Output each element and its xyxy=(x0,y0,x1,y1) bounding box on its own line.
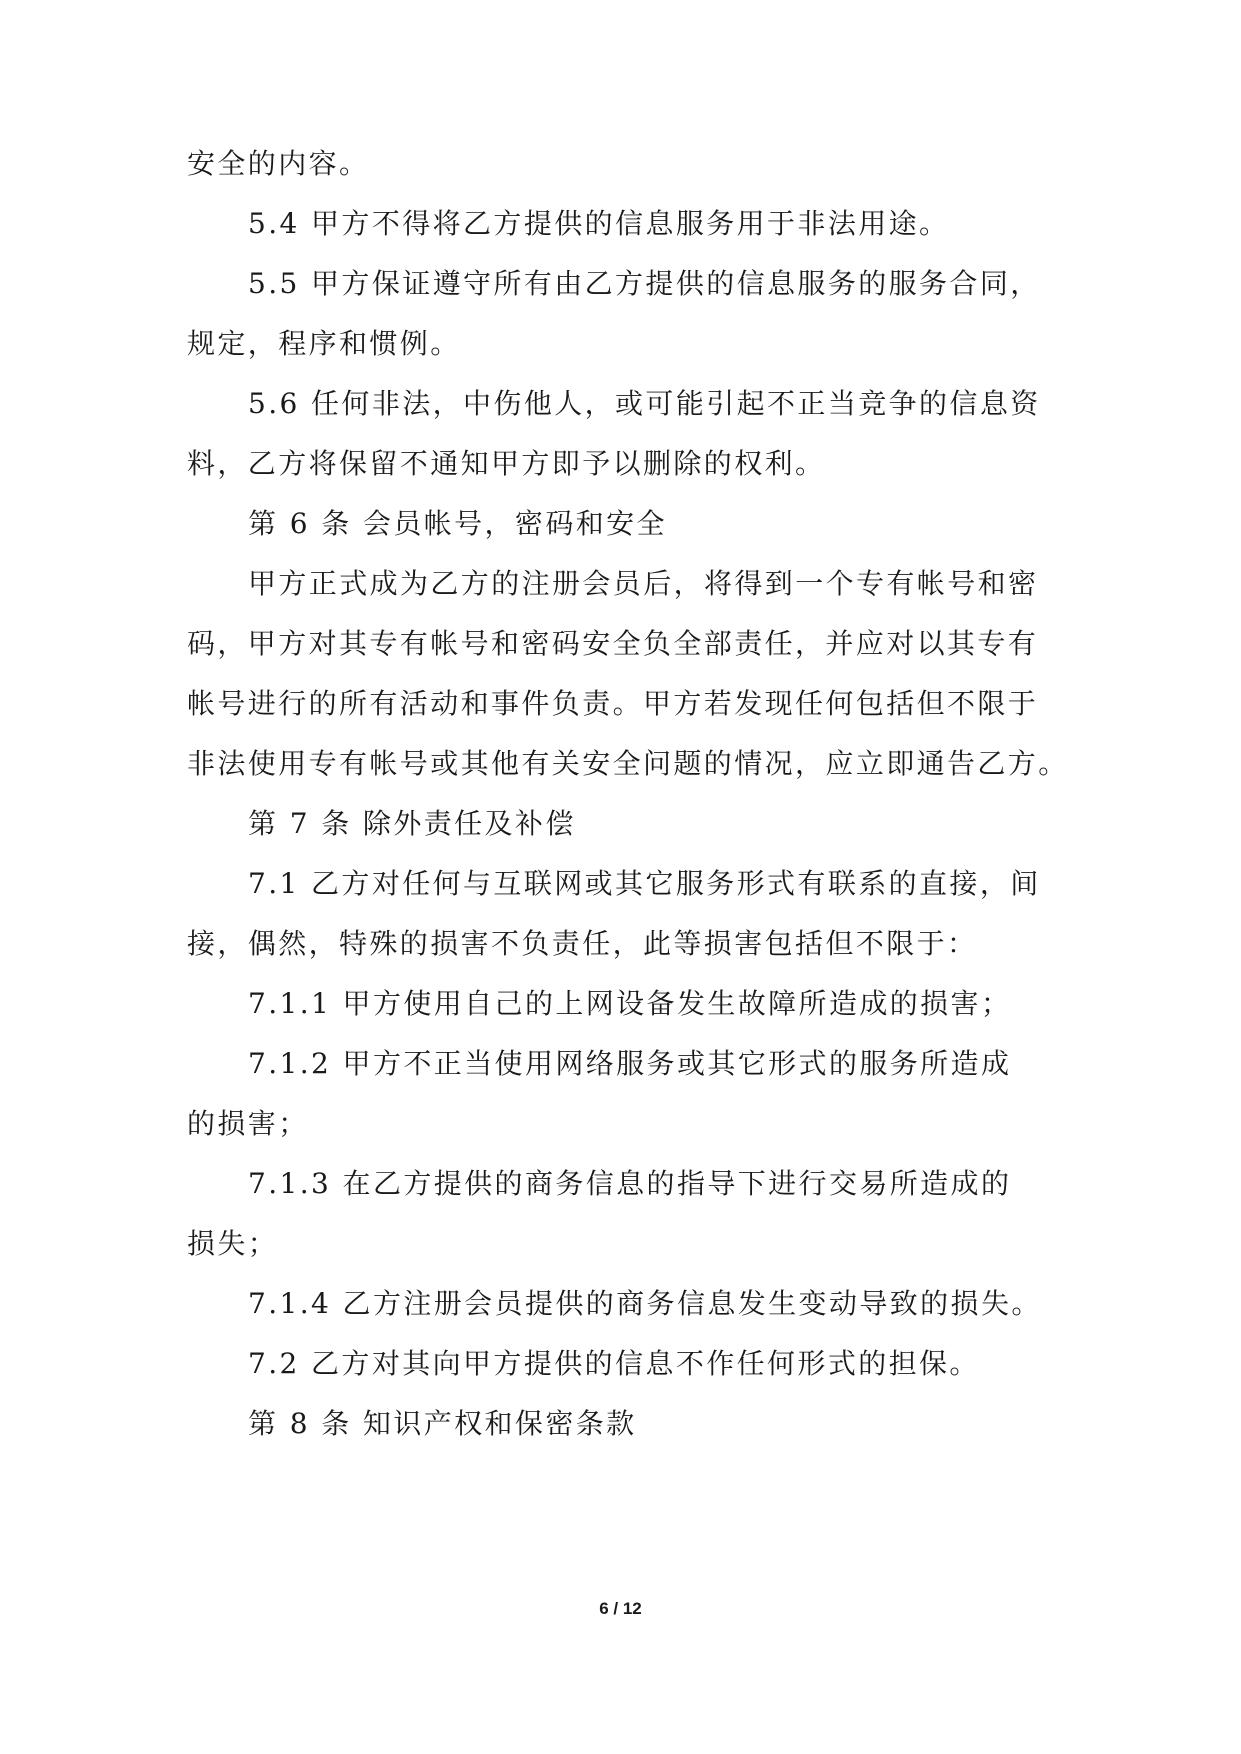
text-line: 码，甲方对其专有帐号和密码安全负全部责任，并应对以其专有 xyxy=(187,627,1039,660)
section-heading: 第 8 条 知识产权和保密条款 xyxy=(248,1407,637,1440)
section-heading: 第 6 条 会员帐号，密码和安全 xyxy=(248,507,667,540)
text-line: 7.1.4 乙方注册会员提供的商务信息发生变动导致的损失。 xyxy=(248,1287,1042,1320)
text-line: 料，乙方将保留不通知甲方即予以删除的权利。 xyxy=(187,447,826,480)
text-line: 7.2 乙方对其向甲方提供的信息不作任何形式的担保。 xyxy=(248,1347,980,1380)
text-line: 损失； xyxy=(187,1227,279,1260)
text-line: 5.6 任何非法，中伤他人，或可能引起不正当竞争的信息资 xyxy=(248,387,1041,420)
text-line: 安全的内容。 xyxy=(187,147,370,180)
text-line: 7.1 乙方对任何与互联网或其它服务形式有联系的直接，间 xyxy=(248,867,1041,900)
text-line: 7.1.2 甲方不正当使用网络服务或其它形式的服务所造成 xyxy=(248,1047,1012,1080)
text-line: 非法使用专有帐号或其他有关安全问题的情况，应立即通告乙方。 xyxy=(187,747,1069,780)
text-line: 甲方正式成为乙方的注册会员后，将得到一个专有帐号和密 xyxy=(248,567,1039,600)
text-line: 5.5 甲方保证遵守所有由乙方提供的信息服务的服务合同， xyxy=(248,267,1041,300)
text-line: 5.4 甲方不得将乙方提供的信息服务用于非法用途。 xyxy=(248,207,950,240)
page-number: 6 / 12 xyxy=(599,1599,642,1618)
text-line: 7.1.3 在乙方提供的商务信息的指导下进行交易所造成的 xyxy=(248,1167,1012,1200)
text-line: 规定，程序和惯例。 xyxy=(187,327,461,360)
text-line: 的损害； xyxy=(187,1107,309,1140)
text-line: 接，偶然，特殊的损害不负责任，此等损害包括但不限于： xyxy=(187,927,978,960)
section-heading: 第 7 条 除外责任及补偿 xyxy=(248,807,576,840)
text-line: 帐号进行的所有活动和事件负责。甲方若发现任何包括但不限于 xyxy=(187,687,1039,720)
text-line: 7.1.1 甲方使用自己的上网设备发生故障所造成的损害； xyxy=(248,987,1012,1020)
